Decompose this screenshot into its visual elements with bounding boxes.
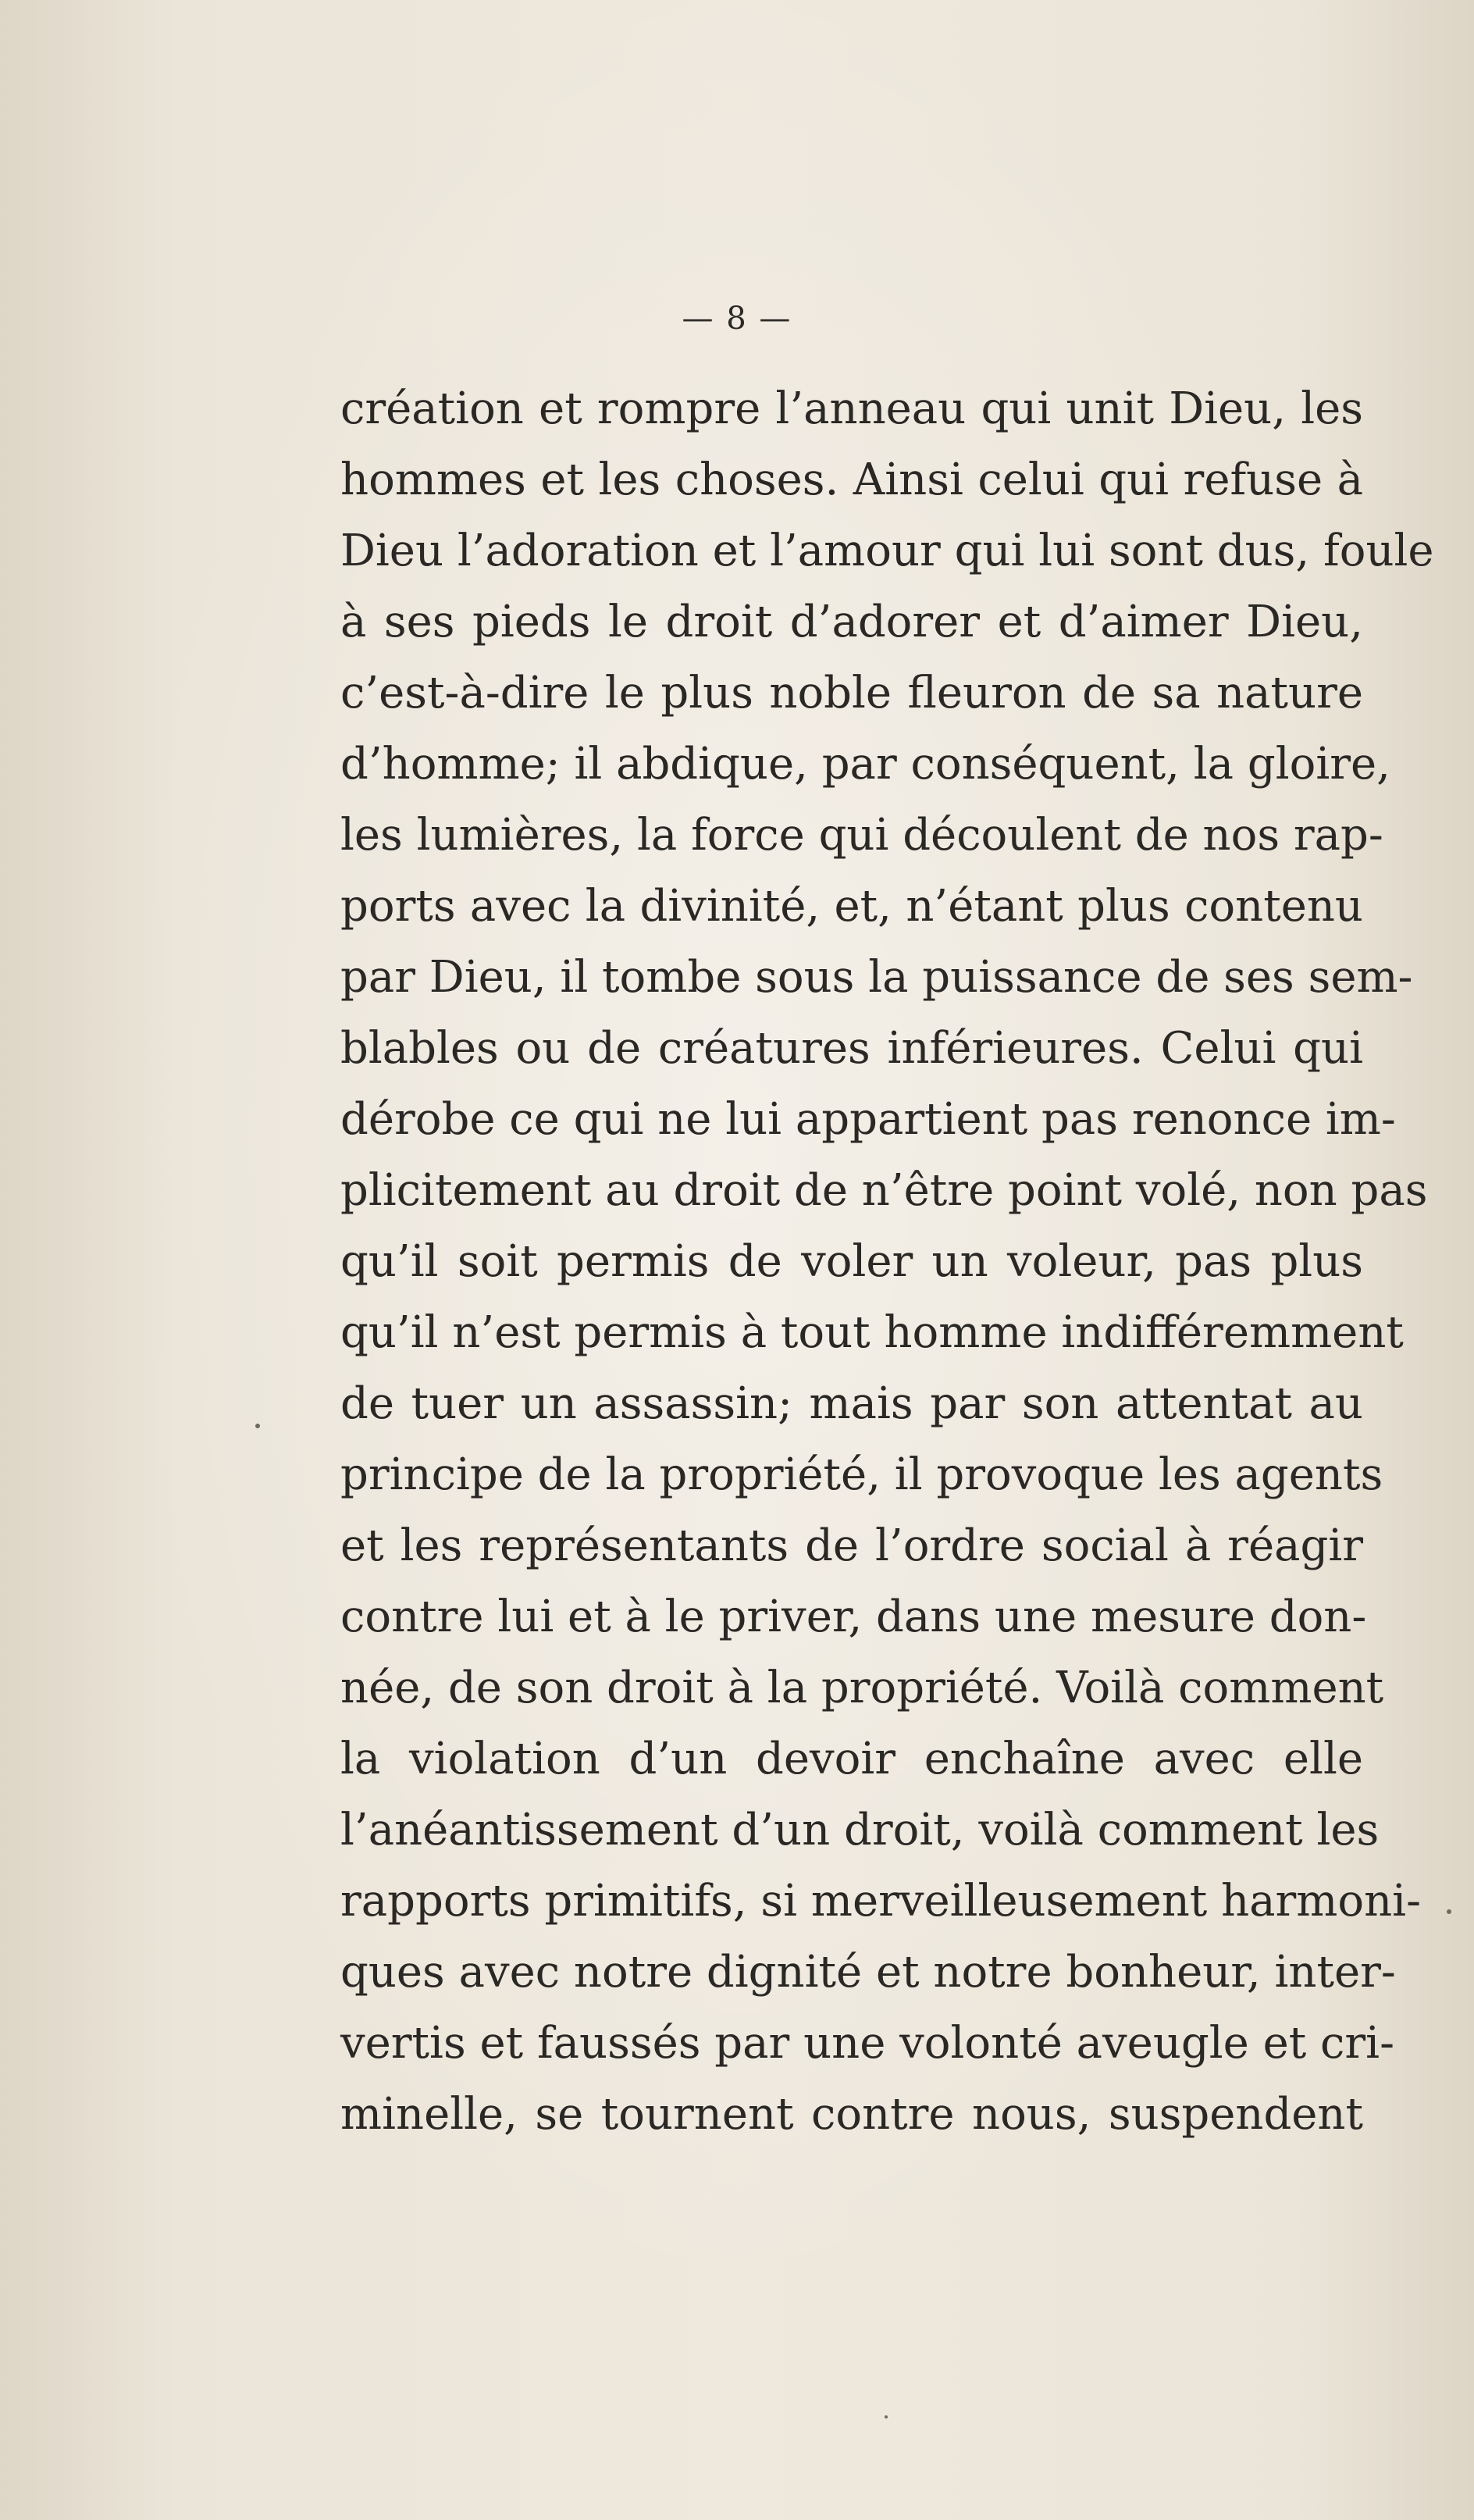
text-line: plicitement au droit de n’être point volé, non pas: [340, 1165, 1428, 1216]
text-line: par Dieu, il tombe sous la puissance de ses sem-: [340, 952, 1413, 1003]
paper-speck: [1447, 1909, 1451, 1914]
text-line: la violation d’un devoir enchaîne avec elle: [340, 1734, 1363, 1784]
text-line: hommes et les choses. Ainsi celui qui refuse à: [340, 454, 1363, 505]
text-line: qu’il soit permis de voler un voleur, pas plus: [340, 1236, 1363, 1287]
text-line: l’anéantissement d’un droit, voilà comment les: [340, 1805, 1380, 1855]
text-line: à ses pieds le droit d’adorer et d’aimer Dieu,: [340, 597, 1363, 647]
body-text: [340, 373, 1434, 2150]
text-line: ques avec notre dignité et notre bonheur, inter-: [340, 1947, 1396, 1998]
text-line: minelle, se tournent contre nous, suspendent: [340, 2089, 1363, 2140]
text-line: c’est-à-dire le plus noble fleuron de sa nature: [340, 668, 1363, 718]
text-line: vertis et faussés par une volonté aveugle et cri-: [340, 2018, 1394, 2069]
text-line: dérobe ce qui ne lui appartient pas renonce im-: [340, 1094, 1396, 1145]
text-line: ports avec la divinité, et, n’étant plus contenu: [340, 881, 1363, 932]
text-line: qu’il n’est permis à tout homme indifféremment: [340, 1307, 1404, 1358]
text-line: d’homme; il abdique, par conséquent, la gloire,: [340, 739, 1390, 790]
text-line: création et rompre l’anneau qui unit Dieu, les: [340, 383, 1363, 434]
text-line: Dieu l’adoration et l’amour qui lui sont dus, foule: [340, 526, 1434, 576]
paper-speck: [885, 2415, 888, 2418]
paper-speck: [255, 1424, 260, 1428]
text-line: blables ou de créatures inférieures. Celui qui: [340, 1023, 1363, 1074]
text-line: rapports primitifs, si merveilleusement harmoni-: [340, 1876, 1422, 1927]
page-number: — 8 —: [682, 301, 792, 337]
text-line: principe de la propriété, il provoque les agents: [340, 1449, 1383, 1500]
text-line: et les représentants de l’ordre social à réagir: [340, 1520, 1363, 1571]
text-line: née, de son droit à la propriété. Voilà comment: [340, 1663, 1384, 1713]
text-line: de tuer un assassin; mais par son attentat au: [340, 1378, 1363, 1429]
text-line: les lumières, la force qui découlent de nos rap-: [340, 810, 1383, 861]
text-line: contre lui et à le priver, dans une mesure don-: [340, 1591, 1367, 1642]
